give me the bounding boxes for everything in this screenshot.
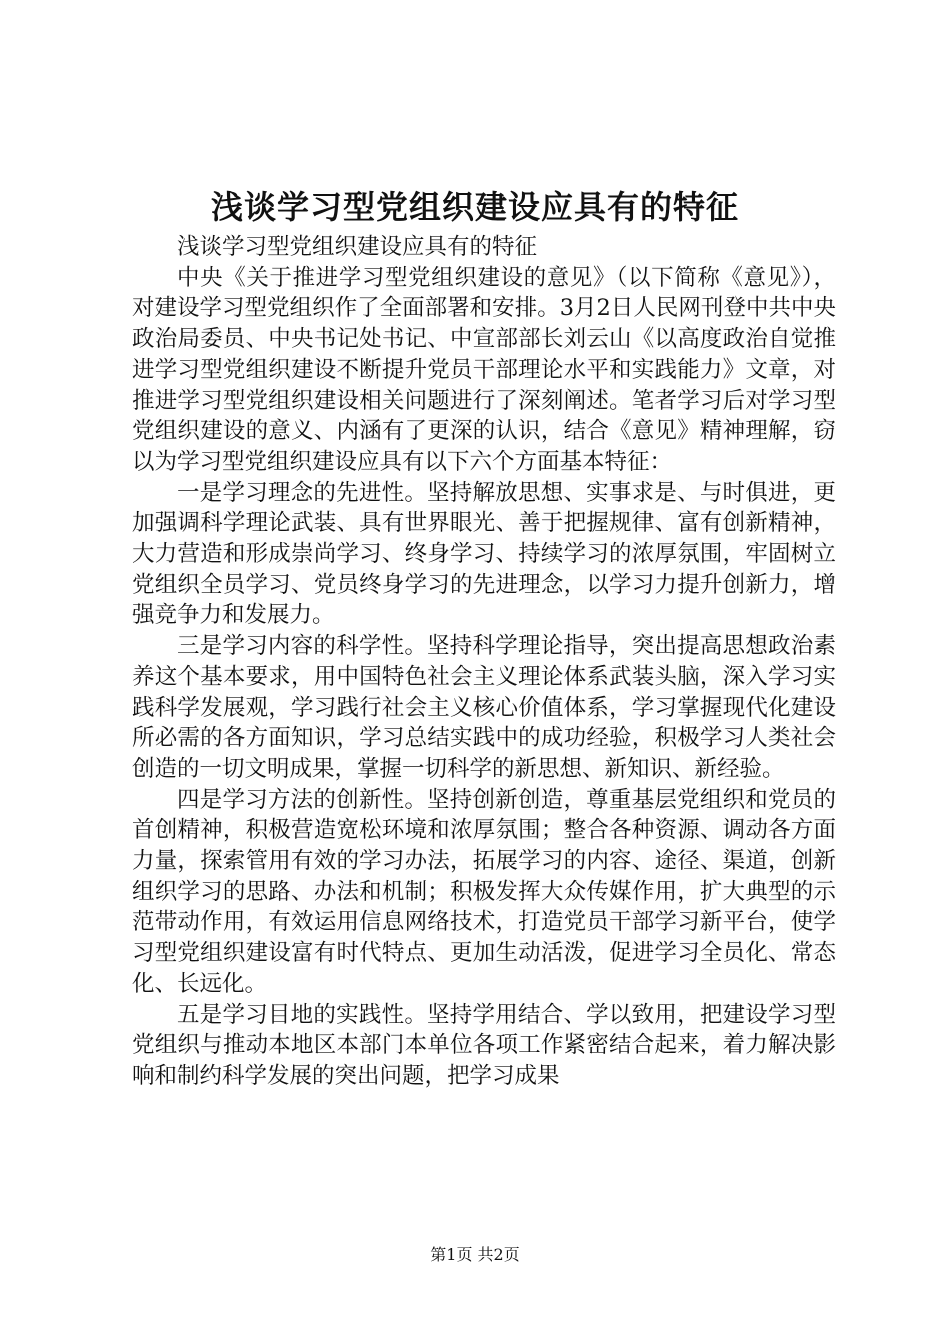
page-footer: 第1页 共2页	[430, 1245, 520, 1264]
document-subtitle: 浅谈学习型党组织建设应具有的特征	[177, 234, 538, 260]
paragraph-4: 四是学习方法的创新性。坚持创新创造，尊重基层党组织和党员的首创精神，积极营造宽松环境和浓厚氛围；整合各种资源、调动各方面力量，探索管用有效的学习办法，拓展学习的内容、途径、渠道，创新组织学习的思路、办法和机制；积极发挥大众传媒作用，扩大典型的示范带动作用，有效运用信息网络技术，打造党员干部学习新平台，使学习型党组织建设富有时代特点、更加生动活泼，促进学习全员化、常态化、长远化。	[132, 786, 836, 997]
paragraph-5: 五是学习目地的实践性。坚持学用结合、学以致用，把建设学习型党组织与推动本地区本部门本单位各项工作紧密结合起来，着力解决影响和制约科学发展的突出问题，把学习成果	[132, 1001, 836, 1089]
document-body	[132, 232, 836, 1092]
paragraph-intro: 中央《关于推进学习型党组织建设的意见》（以下简称《意见》），对建设学习型党组织作了全面部署和安排。3月2日人民网刊登中共中央政治局委员、中央书记处书记、中宣部部长刘云山《以高度政治自觉推进学习型党组织建设不断提升党员干部理论水平和实践能力》文章，对推进学习型党组织建设相关问题进行了深刻阐述。笔者学习后对学习型党组织建设的意义、内涵有了更深的认识，结合《意见》精神理解，窃以为学习型党组织建设应具有以下六个方面基本特征：	[132, 264, 836, 475]
document-title: 浅谈学习型党组织建设应具有的特征	[210, 188, 739, 226]
paragraph-1: 一是学习理念的先进性。坚持解放思想、实事求是、与时俱进，更加强调科学理论武装、具有世界眼光、善于把握规律、富有创新精神，大力营造和形成崇尚学习、终身学习、持续学习的浓厚氛围，牢固树立党组织全员学习、党员终身学习的先进理念，以学习力提升创新力，增强竞争力和发展力。	[132, 479, 836, 629]
paragraph-3: 三是学习内容的科学性。坚持科学理论指导，突出提高思想政治素养这个基本要求，用中国特色社会主义理论体系武装头脑，深入学习实践科学发展观，学习践行社会主义核心价值体系，学习掌握现代化建设所必需的各方面知识，学习总结实践中的成功经验，积极学习人类社会创造的一切文明成果，掌握一切科学的新思想、新知识、新经验。	[132, 633, 836, 782]
